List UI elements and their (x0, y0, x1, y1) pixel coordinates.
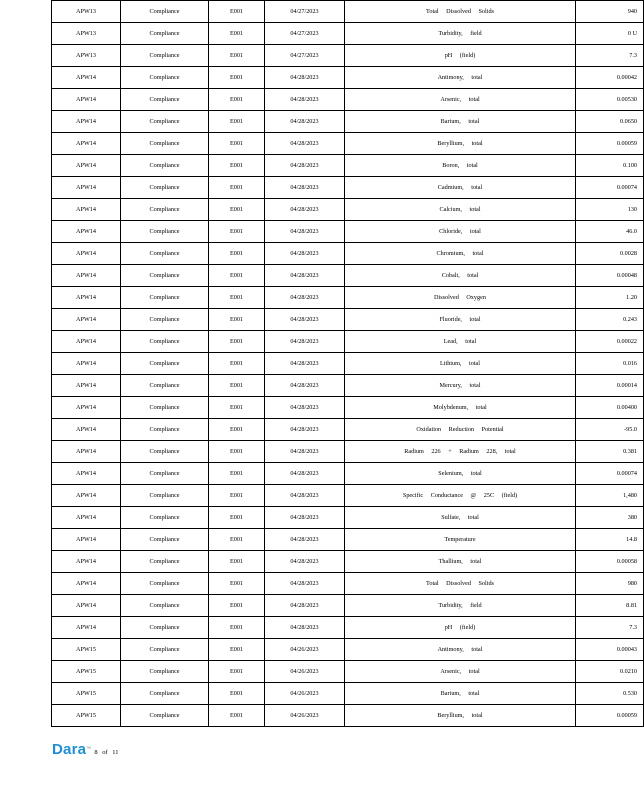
page-footer (52, 742, 119, 757)
sample-type-cell: Compliance (121, 485, 209, 507)
sample-date-cell: 04/28/2023 (265, 441, 345, 463)
well-id-cell: APW14 (52, 67, 121, 89)
sample-type-cell: Compliance (121, 573, 209, 595)
well-id-cell: APW15 (52, 705, 121, 727)
unit-id-cell: E001 (209, 375, 265, 397)
sample-type-cell: Compliance (121, 199, 209, 221)
well-id-cell: APW14 (52, 617, 121, 639)
result-cell: 1,480 (576, 485, 644, 507)
sample-date-cell: 04/26/2023 (265, 705, 345, 727)
sample-date-cell: 04/28/2023 (265, 331, 345, 353)
table-row (52, 375, 644, 397)
well-id-cell: APW14 (52, 463, 121, 485)
sample-type-cell: Compliance (121, 265, 209, 287)
table-row (52, 287, 644, 309)
well-id-cell: APW14 (52, 485, 121, 507)
sample-date-cell: 04/28/2023 (265, 67, 345, 89)
unit-id-cell: E001 (209, 485, 265, 507)
table-row (52, 573, 644, 595)
sample-type-cell: Compliance (121, 705, 209, 727)
table-row (52, 23, 644, 45)
sample-date-cell: 04/27/2023 (265, 1, 345, 23)
sample-type-cell: Compliance (121, 111, 209, 133)
parameter-cell: Lead, total (345, 331, 576, 353)
unit-id-cell: E001 (209, 89, 265, 111)
parameter-cell: Thallium, total (345, 551, 576, 573)
sample-date-cell: 04/27/2023 (265, 45, 345, 67)
well-id-cell: APW13 (52, 23, 121, 45)
result-cell: 0.243 (576, 309, 644, 331)
unit-id-cell: E001 (209, 155, 265, 177)
page-current: 8 (94, 749, 98, 756)
sample-type-cell: Compliance (121, 463, 209, 485)
sample-date-cell: 04/26/2023 (265, 683, 345, 705)
unit-id-cell: E001 (209, 661, 265, 683)
parameter-cell: Total Dissolved Solids (345, 1, 576, 23)
result-cell: 380 (576, 507, 644, 529)
well-id-cell: APW14 (52, 133, 121, 155)
result-cell: 0.530 (576, 683, 644, 705)
sample-type-cell: Compliance (121, 133, 209, 155)
unit-id-cell: E001 (209, 463, 265, 485)
sample-type-cell: Compliance (121, 1, 209, 23)
parameter-cell: Barium, total (345, 683, 576, 705)
result-cell: 0.0210 (576, 661, 644, 683)
well-id-cell: APW14 (52, 221, 121, 243)
result-cell: 7.3 (576, 617, 644, 639)
parameter-cell: Antimony, total (345, 639, 576, 661)
page-number (94, 749, 118, 756)
table-row (52, 45, 644, 67)
result-cell: 0.100 (576, 155, 644, 177)
result-cell: 0.0028 (576, 243, 644, 265)
well-id-cell: APW14 (52, 419, 121, 441)
well-id-cell: APW15 (52, 639, 121, 661)
sample-date-cell: 04/26/2023 (265, 639, 345, 661)
unit-id-cell: E001 (209, 353, 265, 375)
table-row (52, 111, 644, 133)
sample-type-cell: Compliance (121, 45, 209, 67)
result-cell: 0.00400 (576, 397, 644, 419)
well-id-cell: APW14 (52, 111, 121, 133)
results-table-container (51, 0, 637, 727)
table-row (52, 441, 644, 463)
sample-type-cell: Compliance (121, 221, 209, 243)
unit-id-cell: E001 (209, 67, 265, 89)
parameter-cell: Specific Conductance @ 25C (field) (345, 485, 576, 507)
sample-type-cell: Compliance (121, 419, 209, 441)
sample-date-cell: 04/28/2023 (265, 111, 345, 133)
result-cell: 0 U (576, 23, 644, 45)
well-id-cell: APW14 (52, 177, 121, 199)
page-total: 11 (112, 749, 119, 756)
result-cell: 130 (576, 199, 644, 221)
unit-id-cell: E001 (209, 705, 265, 727)
result-cell: 980 (576, 573, 644, 595)
table-row (52, 243, 644, 265)
unit-id-cell: E001 (209, 177, 265, 199)
parameter-cell: Arsenic, total (345, 661, 576, 683)
sample-type-cell: Compliance (121, 243, 209, 265)
well-id-cell: APW14 (52, 287, 121, 309)
unit-id-cell: E001 (209, 683, 265, 705)
table-row (52, 67, 644, 89)
sample-date-cell: 04/28/2023 (265, 133, 345, 155)
sample-date-cell: 04/28/2023 (265, 89, 345, 111)
unit-id-cell: E001 (209, 309, 265, 331)
unit-id-cell: E001 (209, 441, 265, 463)
sample-type-cell: Compliance (121, 397, 209, 419)
well-id-cell: APW14 (52, 595, 121, 617)
parameter-cell: Radium 226 + Radium 228, total (345, 441, 576, 463)
sample-date-cell: 04/27/2023 (265, 23, 345, 45)
well-id-cell: APW14 (52, 573, 121, 595)
sample-date-cell: 04/28/2023 (265, 529, 345, 551)
well-id-cell: APW13 (52, 45, 121, 67)
sample-date-cell: 04/28/2023 (265, 199, 345, 221)
unit-id-cell: E001 (209, 617, 265, 639)
sample-date-cell: 04/28/2023 (265, 265, 345, 287)
sample-type-cell: Compliance (121, 309, 209, 331)
sample-date-cell: 04/28/2023 (265, 309, 345, 331)
sample-date-cell: 04/28/2023 (265, 375, 345, 397)
parameter-cell: Temperature (345, 529, 576, 551)
sample-date-cell: 04/28/2023 (265, 221, 345, 243)
sample-date-cell: 04/28/2023 (265, 595, 345, 617)
well-id-cell: APW14 (52, 353, 121, 375)
dara-logo (52, 742, 91, 757)
well-id-cell: APW14 (52, 331, 121, 353)
parameter-cell: Cadmium, total (345, 177, 576, 199)
sample-date-cell: 04/28/2023 (265, 573, 345, 595)
well-id-cell: APW13 (52, 1, 121, 23)
unit-id-cell: E001 (209, 595, 265, 617)
table-row (52, 463, 644, 485)
unit-id-cell: E001 (209, 45, 265, 67)
table-row (52, 419, 644, 441)
sample-type-cell: Compliance (121, 331, 209, 353)
unit-id-cell: E001 (209, 1, 265, 23)
unit-id-cell: E001 (209, 419, 265, 441)
parameter-cell: Dissolved Oxygen (345, 287, 576, 309)
sample-date-cell: 04/28/2023 (265, 485, 345, 507)
result-cell: 0.00048 (576, 265, 644, 287)
well-id-cell: APW14 (52, 309, 121, 331)
result-cell: 0.0650 (576, 111, 644, 133)
unit-id-cell: E001 (209, 551, 265, 573)
result-cell: 0.381 (576, 441, 644, 463)
table-row (52, 529, 644, 551)
parameter-cell: Turbidity, field (345, 23, 576, 45)
sample-date-cell: 04/28/2023 (265, 463, 345, 485)
unit-id-cell: E001 (209, 529, 265, 551)
parameter-cell: pH (field) (345, 45, 576, 67)
table-row (52, 507, 644, 529)
result-cell: 7.3 (576, 45, 644, 67)
parameter-cell: Chloride, total (345, 221, 576, 243)
sample-date-cell: 04/28/2023 (265, 397, 345, 419)
result-cell: 0.00530 (576, 89, 644, 111)
well-id-cell: APW14 (52, 441, 121, 463)
table-row (52, 397, 644, 419)
sample-date-cell: 04/28/2023 (265, 155, 345, 177)
parameter-cell: Molybdenum, total (345, 397, 576, 419)
result-cell: 46.0 (576, 221, 644, 243)
result-cell: 0.016 (576, 353, 644, 375)
sample-type-cell: Compliance (121, 529, 209, 551)
table-row (52, 639, 644, 661)
well-id-cell: APW14 (52, 265, 121, 287)
table-row (52, 705, 644, 727)
sample-type-cell: Compliance (121, 287, 209, 309)
result-cell: 940 (576, 1, 644, 23)
unit-id-cell: E001 (209, 265, 265, 287)
result-cell: 14.8 (576, 529, 644, 551)
parameter-cell: Chromium, total (345, 243, 576, 265)
sample-date-cell: 04/28/2023 (265, 551, 345, 573)
table-row (52, 133, 644, 155)
sample-date-cell: 04/28/2023 (265, 353, 345, 375)
result-cell: 0.00058 (576, 551, 644, 573)
parameter-cell: Lithium, total (345, 353, 576, 375)
page-of-label: of (102, 749, 108, 756)
unit-id-cell: E001 (209, 199, 265, 221)
unit-id-cell: E001 (209, 331, 265, 353)
sample-date-cell: 04/28/2023 (265, 177, 345, 199)
well-id-cell: APW14 (52, 243, 121, 265)
well-id-cell: APW15 (52, 683, 121, 705)
well-id-cell: APW14 (52, 199, 121, 221)
sample-type-cell: Compliance (121, 67, 209, 89)
sample-date-cell: 04/26/2023 (265, 661, 345, 683)
result-cell: 0.00022 (576, 331, 644, 353)
well-id-cell: APW14 (52, 529, 121, 551)
logo-text: Dara (52, 741, 87, 758)
parameter-cell: pH (field) (345, 617, 576, 639)
parameter-cell: Barium, total (345, 111, 576, 133)
result-cell: 0.00014 (576, 375, 644, 397)
result-cell: 1.20 (576, 287, 644, 309)
table-row (52, 265, 644, 287)
table-row (52, 551, 644, 573)
unit-id-cell: E001 (209, 573, 265, 595)
results-table-body (52, 1, 644, 727)
unit-id-cell: E001 (209, 639, 265, 661)
sample-type-cell: Compliance (121, 375, 209, 397)
sample-type-cell: Compliance (121, 23, 209, 45)
unit-id-cell: E001 (209, 23, 265, 45)
sample-type-cell: Compliance (121, 89, 209, 111)
unit-id-cell: E001 (209, 243, 265, 265)
table-row (52, 177, 644, 199)
well-id-cell: APW14 (52, 551, 121, 573)
well-id-cell: APW14 (52, 507, 121, 529)
parameter-cell: Turbidity, field (345, 595, 576, 617)
table-row (52, 485, 644, 507)
table-row (52, 595, 644, 617)
parameter-cell: Beryllium, total (345, 133, 576, 155)
table-row (52, 155, 644, 177)
unit-id-cell: E001 (209, 507, 265, 529)
well-id-cell: APW14 (52, 89, 121, 111)
parameter-cell: Selenium, total (345, 463, 576, 485)
sample-type-cell: Compliance (121, 683, 209, 705)
unit-id-cell: E001 (209, 221, 265, 243)
unit-id-cell: E001 (209, 111, 265, 133)
table-row (52, 661, 644, 683)
sample-date-cell: 04/28/2023 (265, 419, 345, 441)
result-cell: 0.00059 (576, 705, 644, 727)
parameter-cell: Sulfate, total (345, 507, 576, 529)
parameter-cell: Total Dissolved Solids (345, 573, 576, 595)
parameter-cell: Calcium, total (345, 199, 576, 221)
sample-type-cell: Compliance (121, 639, 209, 661)
sample-type-cell: Compliance (121, 177, 209, 199)
unit-id-cell: E001 (209, 287, 265, 309)
sample-type-cell: Compliance (121, 595, 209, 617)
table-row (52, 309, 644, 331)
result-cell: -95.0 (576, 419, 644, 441)
table-row (52, 1, 644, 23)
parameter-cell: Antimony, total (345, 67, 576, 89)
table-row (52, 199, 644, 221)
parameter-cell: Arsenic, total (345, 89, 576, 111)
sample-type-cell: Compliance (121, 155, 209, 177)
result-cell: 0.00074 (576, 177, 644, 199)
sample-date-cell: 04/28/2023 (265, 617, 345, 639)
well-id-cell: APW14 (52, 375, 121, 397)
sample-type-cell: Compliance (121, 441, 209, 463)
table-row (52, 331, 644, 353)
sample-type-cell: Compliance (121, 551, 209, 573)
table-row (52, 221, 644, 243)
well-id-cell: APW14 (52, 155, 121, 177)
sample-type-cell: Compliance (121, 661, 209, 683)
sample-date-cell: 04/28/2023 (265, 507, 345, 529)
result-cell: 0.00043 (576, 639, 644, 661)
sample-date-cell: 04/28/2023 (265, 287, 345, 309)
result-cell: 8.81 (576, 595, 644, 617)
table-row (52, 89, 644, 111)
table-row (52, 683, 644, 705)
parameter-cell: Mercury, total (345, 375, 576, 397)
sample-date-cell: 04/28/2023 (265, 243, 345, 265)
result-cell: 0.00059 (576, 133, 644, 155)
result-cell: 0.00042 (576, 67, 644, 89)
parameter-cell: Oxidation Reduction Potential (345, 419, 576, 441)
unit-id-cell: E001 (209, 397, 265, 419)
unit-id-cell: E001 (209, 133, 265, 155)
sample-type-cell: Compliance (121, 617, 209, 639)
well-id-cell: APW14 (52, 397, 121, 419)
parameter-cell: Cobalt, total (345, 265, 576, 287)
result-cell: 0.00074 (576, 463, 644, 485)
trademark-mark: ™ (86, 746, 92, 752)
sample-type-cell: Compliance (121, 353, 209, 375)
parameter-cell: Beryllium, total (345, 705, 576, 727)
parameter-cell: Fluoride, total (345, 309, 576, 331)
well-id-cell: APW15 (52, 661, 121, 683)
table-row (52, 353, 644, 375)
table-row (52, 617, 644, 639)
sample-type-cell: Compliance (121, 507, 209, 529)
results-table (51, 0, 644, 727)
parameter-cell: Boron, total (345, 155, 576, 177)
